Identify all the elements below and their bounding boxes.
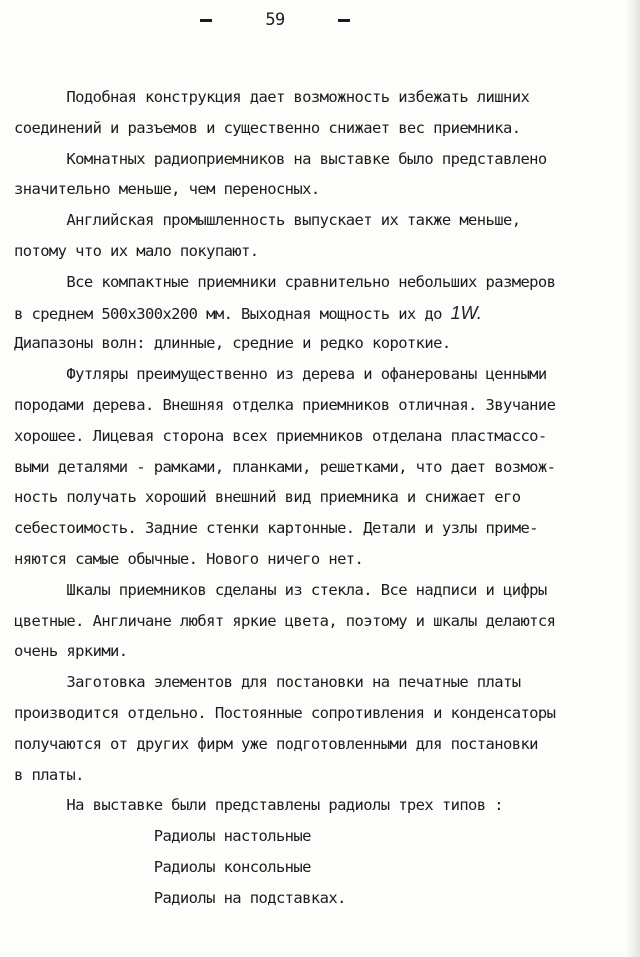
body-text bbox=[14, 82, 624, 914]
text-line: хорошее. Лицевая сторона всех приемников отделана пластмассо- bbox=[14, 426, 547, 445]
left-dash bbox=[200, 19, 212, 22]
text-line-with-handwriting bbox=[14, 298, 624, 329]
text-line: в платы. bbox=[14, 765, 84, 784]
list-line: Радиолы консольные bbox=[14, 857, 311, 876]
page-number-header bbox=[200, 10, 350, 30]
page-number: 59 bbox=[265, 10, 285, 30]
list-line: Радиолы на подставках. bbox=[14, 888, 346, 907]
text-line: потому что их мало покупают. bbox=[14, 241, 259, 260]
text-line: Английская промышленность выпускает их также меньше, bbox=[14, 211, 521, 230]
text-line: получаются от других фирм уже подготовленными для постановки bbox=[14, 734, 538, 753]
text-line: значительно меньше, чем переносных. bbox=[14, 180, 320, 199]
text-line: цветные. Англичане любят яркие цвета, поэтому и шкалы делаются bbox=[14, 611, 556, 630]
text-line: Шкалы приемников сделаны из стекла. Все надписи и цифры bbox=[14, 580, 547, 599]
text-line: выми деталями - рамками, планками, решетками, что дает возмож- bbox=[14, 457, 556, 476]
list-line: Радиолы настольные bbox=[14, 827, 311, 846]
text-line: ность получать хороший внешний вид приемника и снижает его bbox=[14, 488, 521, 507]
text-line: Все компактные приемники сравнительно небольших размеров bbox=[14, 272, 556, 291]
text-line: На выставке были представлены радиолы трех типов : bbox=[14, 796, 503, 815]
text-line: Подобная конструкция дает возможность избежать лишних bbox=[14, 88, 530, 106]
handwritten-unit: 1W. bbox=[450, 302, 482, 323]
text-line: Диапазоны волн: длинные, средние и редко короткие. bbox=[14, 334, 451, 353]
text-line: породами дерева. Внешняя отделка приемников отличная. Звучание bbox=[14, 395, 556, 414]
text-line: Футляры преимущественно из дерева и офанерованы ценными bbox=[14, 365, 547, 384]
text-segment: в среднем 500х300х200 мм. Выходная мощность их до bbox=[14, 304, 451, 323]
text-line: соединений и разъемов и существенно снижает вес приемника. bbox=[14, 118, 521, 137]
text-line: няются самые обычные. Нового ничего нет. bbox=[14, 549, 364, 568]
text-line: Комнатных радиоприемников на выставке было представлено bbox=[14, 149, 547, 168]
right-dash bbox=[338, 19, 350, 22]
text-line: производится отдельно. Постоянные сопротивления и конденсаторы bbox=[14, 703, 556, 722]
text-line: себестоимость. Задние стенки картонные. Детали и узлы приме- bbox=[14, 519, 538, 538]
text-line: Заготовка элементов для постановки на печатные платы bbox=[14, 673, 521, 692]
text-line: очень яркими. bbox=[14, 642, 128, 661]
